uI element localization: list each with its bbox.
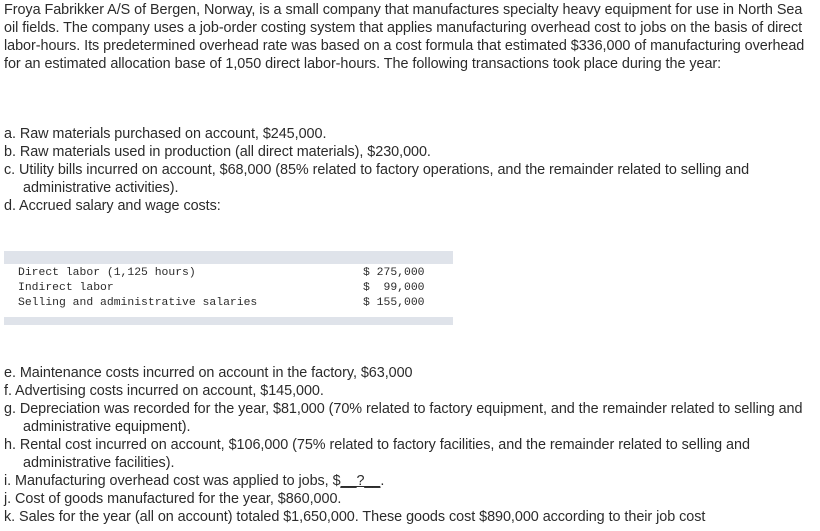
problem-intro: Froya Fabrikker A/S of Bergen, Norway, is a small company that manufactures specialty heavy equipment for use in North Sea oil fields. The company uses a job-order costing system that applies manufacturing overhead cost to jobs on the basis of direct labor-hours. Its predetermined overhead rate was based on a cost formula that estimated $336,000 of manufacturing overhead for an estimated allocation base of 1,050 direct labor-hours. The following transactions took place during the year: — [4, 2, 805, 72]
salary-wage-table — [4, 251, 453, 325]
salary-table-grid — [4, 266, 453, 311]
row-amount: $ 99,000 — [363, 282, 425, 294]
transaction-i — [4, 472, 816, 490]
transaction-e: e. Maintenance costs incurred on account in the factory, $63,000 — [4, 365, 413, 381]
transaction-d: d. Accrued salary and wage costs: — [4, 198, 221, 214]
transaction-i-prefix: i. Manufacturing overhead cost was applied to jobs, $ — [4, 473, 341, 489]
transaction-a: a. Raw materials purchased on account, $245,000. — [4, 126, 327, 142]
table-footer-band — [4, 317, 453, 325]
transaction-f: f. Advertising costs incurred on account, $145,000. — [4, 383, 324, 399]
transaction-c: c. Utility bills incurred on account, $68,000 (85% related to factory operations, and the remainder related to selling and administrative activities). — [4, 162, 750, 196]
row-label: Selling and administrative salaries — [18, 297, 258, 309]
transaction-list-e-k — [4, 364, 816, 526]
transaction-b: b. Raw materials used in production (all direct materials), $230,000. — [4, 144, 431, 160]
row-label: Direct labor (1,125 hours) — [18, 267, 196, 279]
table-row — [4, 266, 453, 281]
row-label: Indirect labor — [18, 282, 114, 294]
transaction-i-suffix: . — [380, 473, 385, 489]
row-amount: $ 155,000 — [363, 297, 425, 309]
transaction-g: g. Depreciation was recorded for the year, $81,000 (70% related to factory equipment, and the remainder related to selling and administrative equipment). — [4, 401, 803, 435]
transaction-h: h. Rental cost incurred on account, $106,000 (75% related to factory facilities, and the remainder related to selling and administrative facilities). — [4, 437, 750, 471]
transaction-j: j. Cost of goods manufactured for the year, $860,000. — [4, 491, 342, 507]
transaction-list-a-d — [4, 125, 816, 215]
transaction-k: k. Sales for the year (all on account) totaled $1,650,000. These goods cost $890,000 according to their job cost — [4, 509, 706, 525]
table-header-band — [4, 251, 453, 264]
table-row — [4, 296, 453, 311]
table-row — [4, 281, 453, 296]
row-amount: $ 275,000 — [363, 267, 425, 279]
answer-blank[interactable]: __?__ — [340, 473, 381, 489]
